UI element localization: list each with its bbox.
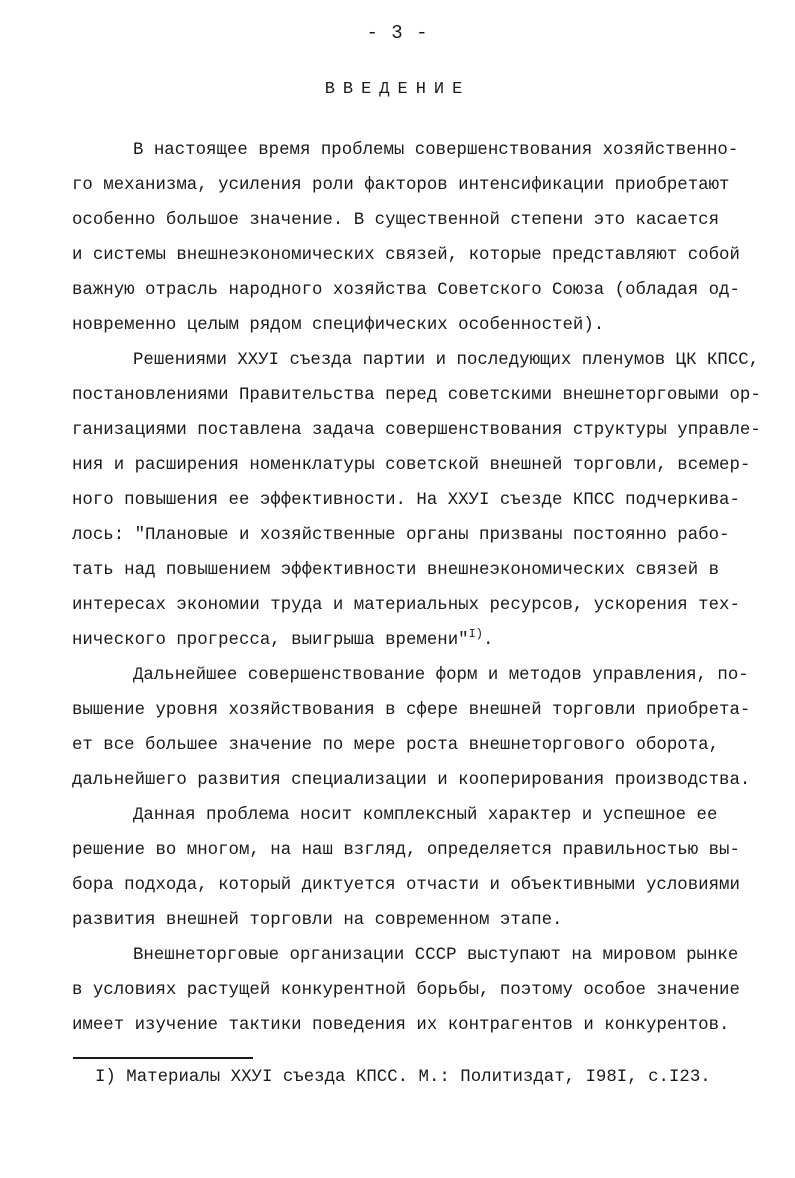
text-line: постановлениями Правительства перед советскими внешнеторговыми ор- (72, 386, 761, 405)
text-segment: . (482, 631, 494, 650)
text-line: новременно целым рядом специфических особенностей). (72, 316, 605, 335)
text-line: ет все большее значение по мере роста внешнеторгового оборота, (72, 736, 720, 755)
footnote-reference[interactable]: I) (468, 627, 483, 641)
text-segment: нического прогресса, выигрыша времени" (72, 631, 469, 650)
text-line: лось: "Плановые и хозяйственные органы призваны постоянно рабо- (72, 526, 730, 545)
footnote-divider (73, 1057, 253, 1059)
paragraph (72, 798, 762, 938)
text-line: ния и расширения номенклатуры советской внешней торговли, всемер- (72, 456, 751, 475)
text-line: имеет изучение тактики поведения их контрагентов и конкурентов. (72, 1016, 730, 1035)
text-line: Дальнейшее совершенствование форм и методов управления, по- (133, 666, 749, 685)
body-text (72, 133, 762, 1043)
text-line: интересах экономии труда и материальных ресурсов, ускорения тех- (72, 596, 740, 615)
text-line (72, 623, 762, 658)
paragraph (72, 343, 762, 658)
text-line: важную отрасль народного хозяйства Советского Союза (обладая од- (72, 281, 740, 300)
paragraph (72, 658, 762, 798)
footnote: I) Материалы ХХУI съезда КПСС. М.: Политиздат, I98I, с.I23. (95, 1068, 711, 1087)
text-line: вышение уровня хозяйствования в сфере внешней торговли приобрета- (72, 701, 751, 720)
text-line: развития внешней торговли на современном этапе. (72, 911, 563, 930)
section-heading: ВВЕДЕНИЕ (324, 80, 471, 99)
text-line: Решениями ХХУI съезда партии и последующих пленумов ЦК КПСС, (133, 351, 760, 370)
text-line: решение во многом, на наш взгляд, определяется правильностью вы- (72, 841, 740, 860)
text-line: тать над повышением эффективности внешнеэкономических связей в (72, 561, 720, 580)
page-number: - 3 - (366, 22, 429, 44)
text-line: бора подхода, который диктуется отчасти и объективными условиями (72, 876, 740, 895)
text-line: Внешнеторговые организации СССР выступают на мировом рынке (133, 946, 739, 965)
text-line: ного повышения ее эффективности. На ХХУI съезде КПСС подчеркива- (72, 491, 740, 510)
text-line: дальнейшего развития специализации и кооперирования производства. (72, 771, 751, 790)
text-line: Данная проблема носит комплексный характер и успешное ее (133, 806, 718, 825)
text-line: В настоящее время проблемы совершенствования хозяйственно- (133, 141, 739, 160)
text-line: и системы внешнеэкономических связей, которые представляют собой (72, 246, 740, 265)
text-line: ганизациями поставлена задача совершенствования структуры управле- (72, 421, 761, 440)
text-line: го механизма, усиления роли факторов интенсификации приобретают (72, 176, 730, 195)
text-line: особенно большое значение. В существенной степени это касается (72, 211, 720, 230)
paragraph (72, 133, 762, 343)
text-line: в условиях растущей конкурентной борьбы, поэтому особое значение (72, 981, 740, 1000)
paragraph (72, 938, 762, 1043)
